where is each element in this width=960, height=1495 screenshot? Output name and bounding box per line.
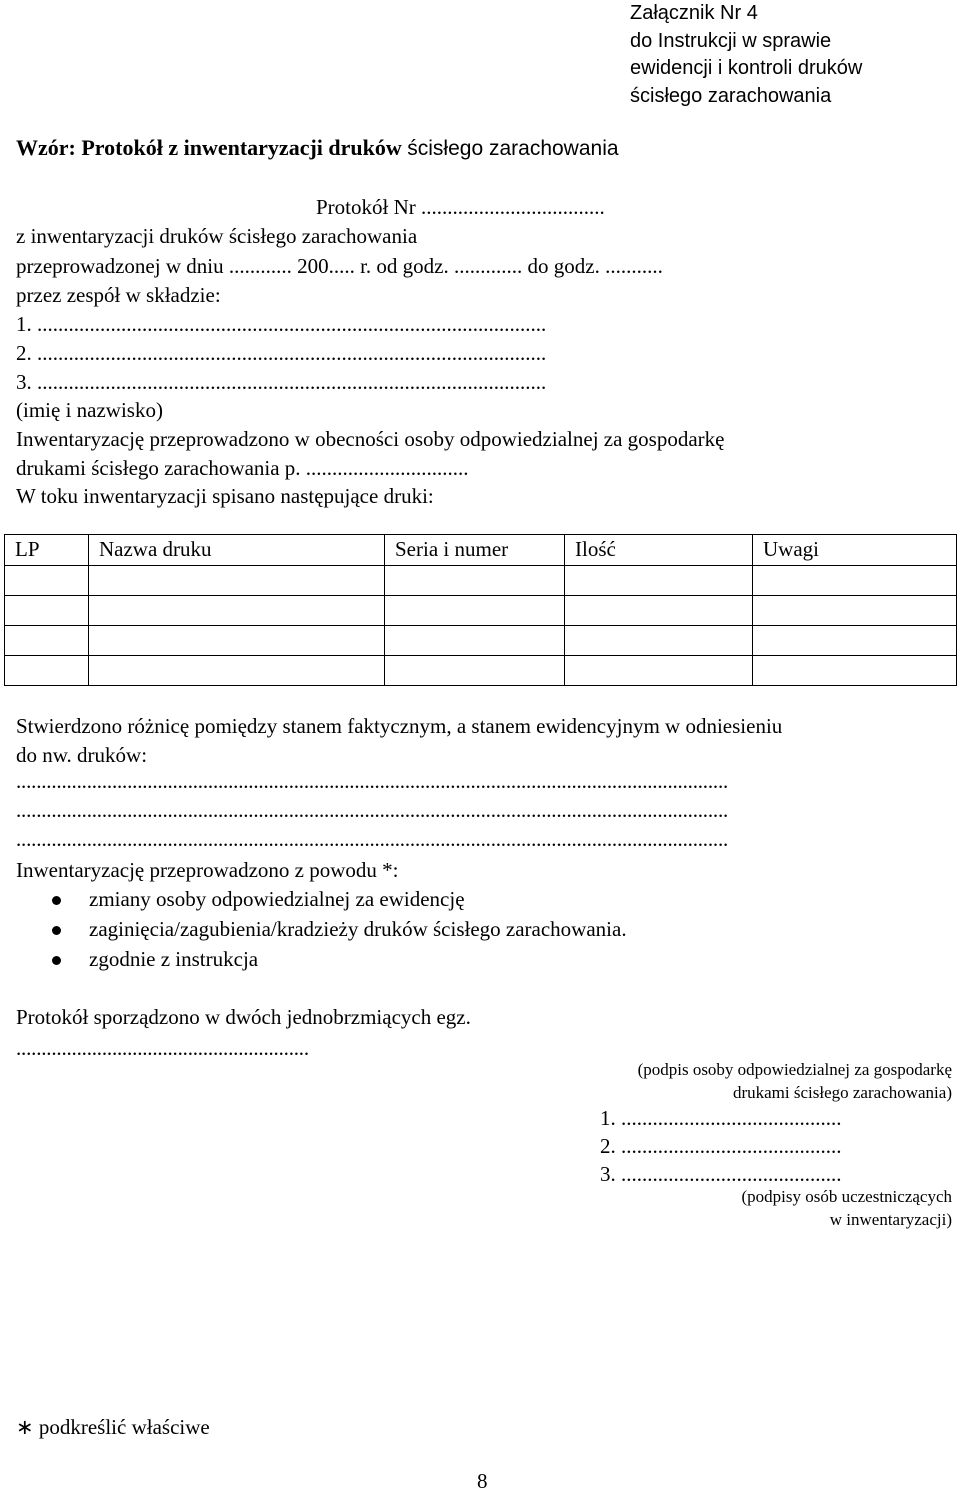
annex-line: ewidencji i kontroli druków <box>630 57 863 79</box>
presence-line-2: drukami ścisłego zarachowania p. ............................... <box>16 456 469 480</box>
dotted-line: ............................................................................................................................................. <box>16 798 729 822</box>
table-cell <box>89 626 385 656</box>
table-cell <box>565 626 753 656</box>
annex-line: do Instrukcji w sprawie <box>630 29 832 52</box>
table-header-row <box>5 535 957 566</box>
table-cell <box>5 626 89 656</box>
difference-line-1: Stwierdzono różnicę pomiędzy stanem faktycznym, a stanem ewidencyjnym w odniesieniu <box>16 714 783 738</box>
table-cell <box>753 596 957 626</box>
table-cell <box>5 566 89 596</box>
heading-bold: Wzór: Protokół z inwentaryzacji druków <box>16 135 408 160</box>
column-header-quantity: Ilość <box>565 535 753 566</box>
table-row <box>5 626 957 656</box>
bullet-icon <box>52 926 61 935</box>
difference-line-2: do nw. druków: <box>16 743 148 767</box>
table-cell <box>89 656 385 686</box>
participants-caption-2: w inwentaryzacji) <box>829 1210 952 1229</box>
column-header-name: Nazwa druku <box>89 535 385 566</box>
table-cell <box>385 656 565 686</box>
table-cell <box>565 656 753 686</box>
column-header-series: Seria i numer <box>385 535 565 566</box>
table-cell <box>5 596 89 626</box>
annex-line: ścisłego zarachowania <box>630 84 832 107</box>
responsible-caption-2: drukami ścisłego zarachowania) <box>732 1083 952 1102</box>
page-number: 8 <box>477 1469 488 1493</box>
footnote-text: podkreślić właściwe <box>38 1415 210 1439</box>
annex-header <box>630 0 862 110</box>
column-header-notes: Uwagi <box>753 535 957 566</box>
signature-line: .......................................................... <box>16 1036 309 1060</box>
table-cell <box>385 566 565 596</box>
table-row <box>5 596 957 626</box>
team-member-3: 3. ................................................................................................. <box>16 370 547 394</box>
name-hint: (imię i nazwisko) <box>16 398 163 422</box>
participant-2: 2. .......................................... <box>600 1134 842 1158</box>
protocol-number: Protokół Nr ................................... <box>316 195 605 219</box>
table-cell <box>89 566 385 596</box>
table-cell <box>5 656 89 686</box>
table-cell <box>565 596 753 626</box>
protocol-date-line: przeprowadzonej w dniu ............ 200..... r. od godz. ............. do godz. ........... <box>16 254 663 278</box>
participant-1: 1. .......................................... <box>600 1106 842 1130</box>
document-heading <box>16 135 619 161</box>
team-label: przez zespół w składzie: <box>16 283 221 307</box>
inventory-table <box>4 534 957 686</box>
annex-line: Załącznik Nr 4 <box>630 2 758 24</box>
listed-intro: W toku inwentaryzacji spisano następujące druki: <box>16 484 434 508</box>
reason-option-2: zaginięcia/zagubienia/kradzieży druków ścisłego zarachowania. <box>89 917 627 941</box>
presence-line-1: Inwentaryzację przeprowadzono w obecności osoby odpowiedzialnej za gospodarkę <box>16 427 725 451</box>
table-row <box>5 566 957 596</box>
responsible-caption-1: (podpis osoby odpowiedzialnej za gospodarkę <box>637 1060 952 1079</box>
table-cell <box>565 566 753 596</box>
table-cell <box>385 596 565 626</box>
team-member-2: 2. ................................................................................................. <box>16 341 547 365</box>
table-cell <box>753 566 957 596</box>
table-cell <box>753 626 957 656</box>
protocol-subtitle: z inwentaryzacji druków ścisłego zarachowania <box>16 224 418 248</box>
table-cell <box>385 626 565 656</box>
participants-caption-1: (podpisy osób uczestniczących <box>741 1187 952 1206</box>
dotted-line: ............................................................................................................................................. <box>16 769 729 793</box>
team-member-1: 1. ................................................................................................. <box>16 312 547 336</box>
table-cell <box>753 656 957 686</box>
column-header-lp: LP <box>5 535 89 566</box>
asterisk-icon: ∗ <box>16 1415 34 1439</box>
heading-light: ścisłego zarachowania <box>407 137 619 160</box>
table-cell <box>89 596 385 626</box>
reason-option-3: zgodnie z instrukcja <box>89 947 259 971</box>
bullet-icon <box>52 956 61 965</box>
footnote <box>16 1413 210 1441</box>
dotted-line: ............................................................................................................................................. <box>16 827 729 851</box>
reason-intro: Inwentaryzację przeprowadzono z powodu *: <box>16 858 399 882</box>
participant-3: 3. .......................................... <box>600 1162 842 1186</box>
table-row <box>5 656 957 686</box>
copies-statement: Protokół sporządzono w dwóch jednobrzmiących egz. <box>16 1005 471 1029</box>
bullet-icon <box>52 896 61 905</box>
reason-option-1: zmiany osoby odpowiedzialnej za ewidencję <box>89 887 465 911</box>
